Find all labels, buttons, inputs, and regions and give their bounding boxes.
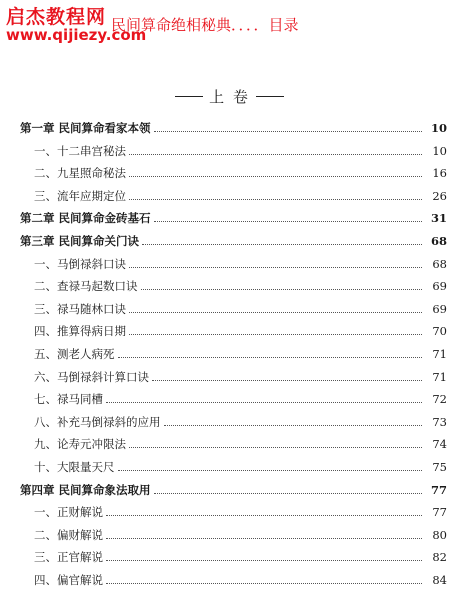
toc-section-row [0,570,459,590]
toc-section-row [0,141,459,161]
toc-entry-title: 第四章 民间算命象法取用 [20,482,151,497]
toc-entry-title: 二、九星照命秘法 [34,166,126,181]
watermark-site-name: 启杰教程网 [6,6,107,28]
toc-dot-leader [129,198,422,200]
toc-section-row [0,412,459,432]
toc-page-number: 69 [432,279,447,294]
toc-entry-title: 二、查禄马起数口诀 [34,279,138,294]
toc-dot-leader [154,220,422,222]
toc-entry-title: 一、十二串宫秘法 [34,143,126,158]
toc-dot-leader [142,243,422,245]
watermark-url: www.qijiezy.com [6,26,147,44]
toc-page-number: 68 [432,256,447,271]
toc-page-number: 31 [430,211,447,226]
toc-page-number: 10 [430,121,447,135]
toc-page-number: 82 [432,550,447,565]
toc-dot-leader [129,311,422,313]
toc-entry-title: 六、马倒禄斜计算口诀 [34,369,149,384]
toc-page-number: 77 [430,482,447,497]
toc-section-row [0,434,459,454]
watermark-doc-title: 民间算命绝相秘典．．．．目录 [111,16,299,34]
toc-dot-leader [129,266,422,268]
toc-dot-leader [106,582,422,584]
toc-entry-title: 第一章 民间算命看家本领 [20,121,151,135]
toc-dot-leader [129,175,422,177]
heading-rule-right [256,96,284,97]
toc-entry-title: 第三章 民间算命关门诀 [20,234,140,248]
toc-section-row [0,276,459,296]
toc-page-number: 10 [432,143,447,158]
toc-page-number: 77 [432,505,447,520]
toc-page-number: 26 [432,188,447,203]
toc-page-number: 68 [430,234,447,248]
toc-dot-leader [129,333,422,335]
toc-section-row [0,457,459,477]
toc-dot-leader [141,288,423,290]
toc-page-number: 73 [432,414,447,429]
toc-entry-title: 三、正官解说 [34,550,103,565]
toc-dot-leader [106,559,422,561]
toc-chapter-row [0,118,459,138]
toc-entry-title: 七、禄马同槽 [34,392,103,407]
toc-entry-title: 第二章 民间算命金砖基石 [20,211,151,226]
toc-section-row [0,254,459,274]
toc-page-number: 75 [432,460,447,474]
toc-page-number: 71 [432,369,447,384]
toc-section-row [0,389,459,409]
toc-dot-leader [106,401,422,403]
toc-dot-leader [118,356,423,358]
toc-dot-leader [129,153,422,155]
toc-entry-title: 一、正财解说 [34,505,103,520]
toc-entry-title: 四、偏官解说 [34,573,103,587]
toc-section-row [0,186,459,206]
toc-section-row [0,502,459,522]
toc-entry-title: 五、测老人病死 [34,347,115,361]
toc-dot-leader [164,424,423,426]
toc-entry-title: 九、论寿元冲限法 [34,437,126,452]
toc-entry-title: 八、补充马倒禄斜的应用 [34,414,161,429]
heading-rule-left [175,96,203,97]
volume-heading-text: 上 卷 [209,88,250,106]
toc-entry-title: 三、禄马随林口诀 [34,301,126,316]
toc-entry-title: 二、偏财解说 [34,527,103,542]
toc-page-number: 72 [432,392,447,407]
toc-section-row [0,525,459,545]
toc-page-number: 84 [432,573,447,587]
toc-dot-leader [152,379,422,381]
toc-page-number: 74 [432,437,447,452]
toc-entry-title: 一、马倒禄斜口诀 [34,256,126,271]
toc-page-number: 70 [432,324,447,339]
toc-chapter-row [0,208,459,228]
toc-section-row [0,321,459,341]
toc-dot-leader [129,446,422,448]
toc-chapter-row [0,231,459,251]
toc-entry-title: 三、流年应期定位 [34,188,126,203]
toc-dot-leader [154,492,422,494]
toc-page-number: 71 [432,347,447,361]
toc-section-row [0,547,459,567]
toc-section-row [0,163,459,183]
toc-chapter-row [0,480,459,500]
toc-section-row [0,367,459,387]
toc-page-number: 69 [432,301,447,316]
toc-page-number: 80 [432,527,447,542]
toc-dot-leader [118,469,423,471]
toc-dot-leader [106,537,422,539]
toc-entry-title: 四、推算得病日期 [34,324,126,339]
toc-page-number: 16 [432,166,447,181]
toc-section-row [0,344,459,364]
toc-dot-leader [106,514,422,516]
toc-section-row [0,299,459,319]
toc-dot-leader [154,130,422,132]
volume-heading [0,86,459,107]
toc-entry-title: 十、大限量天尺 [34,460,115,474]
